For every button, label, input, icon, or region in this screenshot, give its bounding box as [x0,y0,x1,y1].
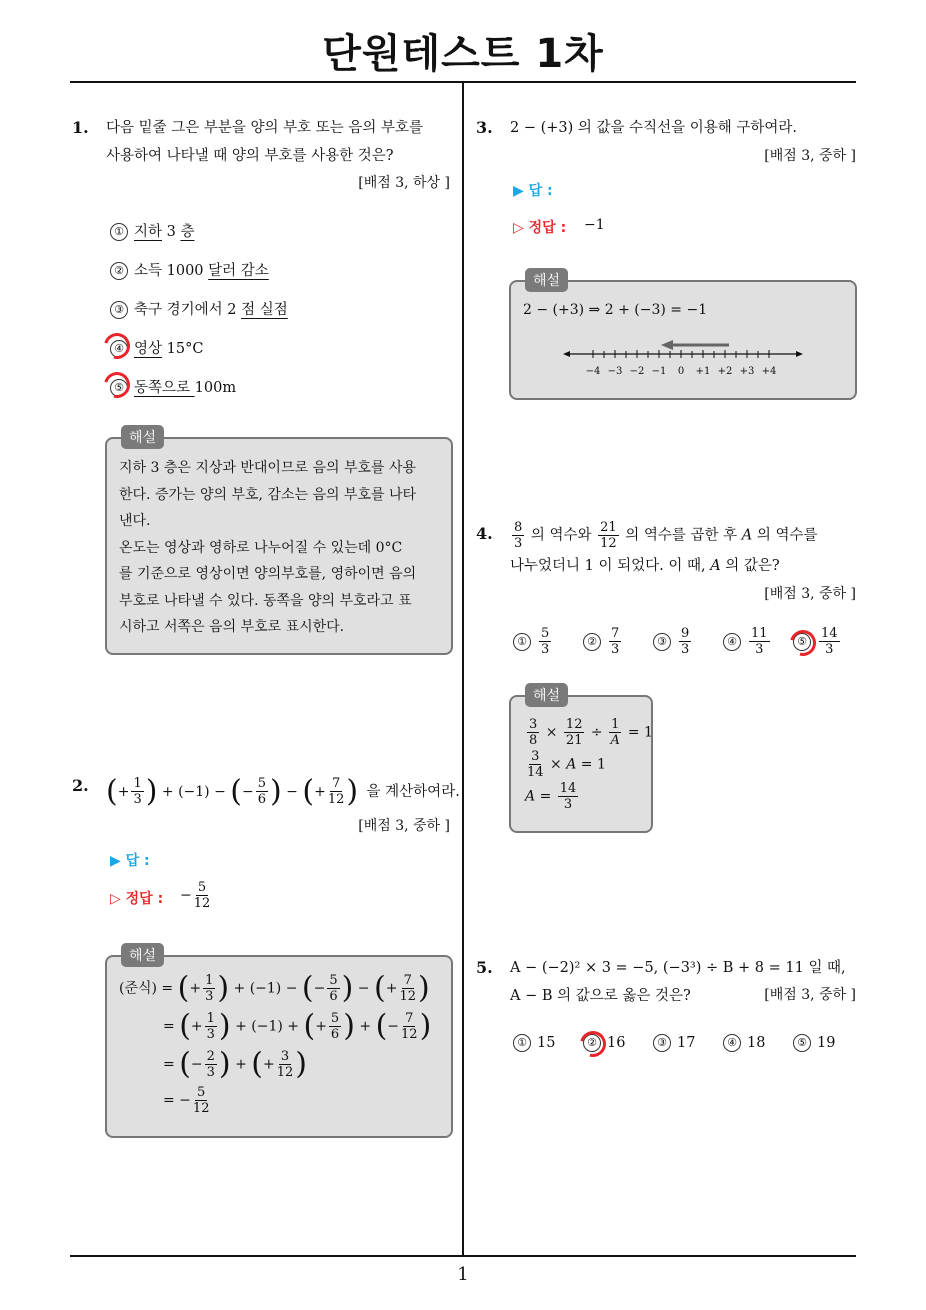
option-number: ① [110,223,128,241]
question-5-line1: A − (−2)² × 3 = −5, (−3³) ÷ B + 8 = 11 일 때, [510,960,846,976]
move-arrow-head-icon [661,340,673,350]
q1-option-1[interactable]: ① 지하 3 층 [110,220,194,241]
number-line-label: −4 [585,366,601,377]
option-number: ③ [110,301,128,319]
q4-option-1[interactable]: ① $\frac{5}{3}$ [513,626,553,657]
explanation-tag: 해설 [121,425,164,449]
explanation-line: 한다. 증가는 양의 부호, 감소는 음의 부호를 나타 [119,486,417,503]
question-1-explanation-box [105,430,453,655]
explanation-line-3: A = $\frac{14}{3}$ [525,781,577,812]
page-title: 단원테스트 1차 [322,31,604,77]
question-3-correct-label: ▷ 정답 : [513,220,567,236]
explanation-line-2: = (+ $\frac{1}{3}$ ) + (−1) + (+ $\frac{5}{6}$ ) + (− $\frac{7}{12}$ ) [163,1008,432,1044]
explanation-line: 시하고 서쪽은 음의 부호로 표시한다. [119,619,345,635]
number-line-label: +1 [695,366,711,377]
q5-option-4[interactable]: ④ 18 [723,1034,765,1052]
answer-mark-icon [575,1026,611,1062]
question-2-correct-value: − $\frac{5}{12}$ [180,880,211,911]
q5-option-2[interactable]: ② 16 [583,1034,625,1052]
q5-option-5[interactable]: ⑤ 19 [793,1034,835,1052]
question-4-score: [배점 3, 중하 ] [764,586,856,602]
answer-mark-icon [99,367,135,403]
q1-option-4[interactable]: ④ 영상 15°C [110,337,203,358]
explanation-line: 온도는 영상과 영하로 나누어질 수 있는데 0°C [119,539,403,556]
explanation-tag: 해설 [525,683,568,707]
question-2-number: 2. [72,776,89,795]
column-divider [462,83,464,1257]
question-3-score: [배점 3, 중하 ] [764,148,856,164]
option-number: ③ [653,633,671,651]
number-line-label: +4 [761,366,777,377]
number-line-label: +3 [739,366,755,377]
question-3-explanation-box [509,273,857,400]
question-2-score: [배점 3, 중하 ] [358,818,450,834]
q4-option-4[interactable]: ④ $\frac{11}{3}$ [723,626,772,657]
footer-rule [70,1255,856,1257]
question-2-correct-label: ▷ 정답 : [110,891,164,907]
number-line-label: −2 [629,366,645,377]
explanation-line: 지하 3 층은 지상과 반대이므로 음의 부호를 사용 [119,460,417,476]
explanation-line: 낸다. [119,513,151,529]
number-line-diagram [561,334,811,380]
option-number: ① [513,1034,531,1052]
question-1-number: 1. [72,118,89,137]
explanation-line: 를 기준으로 영상이면 양의부호를, 영하이면 음의 [119,566,417,582]
option-number: ④ [723,633,741,651]
question-5-line2: A − B 의 값으로 옳은 것은? [510,988,691,1004]
option-number: ③ [653,1034,671,1052]
explanation-line-1: (준식) = (+ $\frac{1}{3}$ ) + (−1) − (− $\frac{5}{6}$ ) − (+ $\frac{7}{12}$ ) [119,970,430,1006]
option-number: ① [513,633,531,651]
explanation-line-1: $\frac{3}{8}$ × $\frac{12}{21}$ ÷ $\frac{1}{A}$ = 1 [529,717,653,748]
right-arrow-icon [796,351,803,357]
q1-option-5[interactable]: ⑤ 동쪽으로 100m [110,376,236,397]
question-4-line1: $\frac{8}{3}$ 의 역수와 $\frac{21}{12}$ 의 역수를 곱한 후 A 의 역수를 [514,520,818,551]
question-5-score: [배점 3, 중하 ] [764,987,856,1003]
question-4-line2: 나누었더니 1 이 되었다. 이 때, A 의 값은? [510,558,780,574]
option-number: ② [110,262,128,280]
explanation-line: 부호로 나타낼 수 있다. 동쪽을 양의 부호라고 표 [119,592,412,609]
question-2-answer-label: ▶ 답 : [110,853,150,869]
question-5-number: 5. [476,958,493,977]
question-2-suffix: 을 계산하여라. [366,783,460,800]
explanation-line: 2 − (+3) ⇒ 2 + (−3) = −1 [523,302,708,318]
option-number: ⑤ [110,379,128,397]
page-number: 1 [457,1264,469,1285]
option-number: ② [583,633,601,651]
left-arrow-icon [563,351,570,357]
question-3-number: 3. [476,118,493,137]
question-3-answer-label: ▶ 답 : [513,183,553,199]
option-number: ④ [723,1034,741,1052]
question-2-explanation-box [105,948,453,1138]
q5-option-3[interactable]: ③ 17 [653,1034,695,1052]
number-line-label: +2 [717,366,733,377]
q4-option-3[interactable]: ③ $\frac{9}{3}$ [653,626,693,657]
question-3-correct-value: −1 [584,217,605,233]
option-number: ④ [110,340,128,358]
question-3-text: 2 − (+3) 의 값을 수직선을 이용해 구하여라. [510,120,798,136]
explanation-line-2: $\frac{3}{14}$ × A = 1 [527,749,606,780]
explanation-tag: 해설 [525,268,568,292]
q4-option-5[interactable]: ⑤ $\frac{14}{3}$ [793,626,842,657]
q5-option-1[interactable]: ① 15 [513,1034,555,1052]
question-1-line1: 다음 밑줄 그은 부분을 양의 부호 또는 음의 부호를 [106,120,424,136]
question-2-expression: (+ $\frac{1}{3}$ ) + (−1) − (− $\frac{5}{6}$ ) − (+ $\frac{7}{12}$ ) 을 계산하여라. [106,773,460,809]
question-1-text [106,114,423,170]
explanation-tag: 해설 [121,943,164,967]
answer-mark-icon [99,328,135,364]
explanation-line-3: = (− $\frac{2}{3}$ ) + (+ $\frac{3}{12}$ ) [163,1046,307,1082]
question-1-line2: 사용하여 나타낼 때 양의 부호를 사용한 것은? [106,148,394,164]
option-number: ⑤ [793,1034,811,1052]
question-1-explanation-text [119,455,449,641]
q4-option-2[interactable]: ② $\frac{7}{3}$ [583,626,623,657]
option-number: ⑤ [793,633,811,651]
question-4-explanation-box [509,688,653,833]
q1-option-2[interactable]: ② 소득 1000 달러 감소 [110,259,269,280]
option-number: ② [583,1034,601,1052]
q1-option-3[interactable]: ③ 축구 경기에서 2 점 실점 [110,298,288,319]
number-line-label: −1 [651,366,667,377]
question-4-number: 4. [476,524,493,543]
question-1-score: [배점 3, 하상 ] [358,175,450,191]
explanation-line-4: = − $\frac{5}{12}$ [163,1085,210,1116]
number-line-label: 0 [677,366,685,377]
number-line-label: −3 [607,366,623,377]
